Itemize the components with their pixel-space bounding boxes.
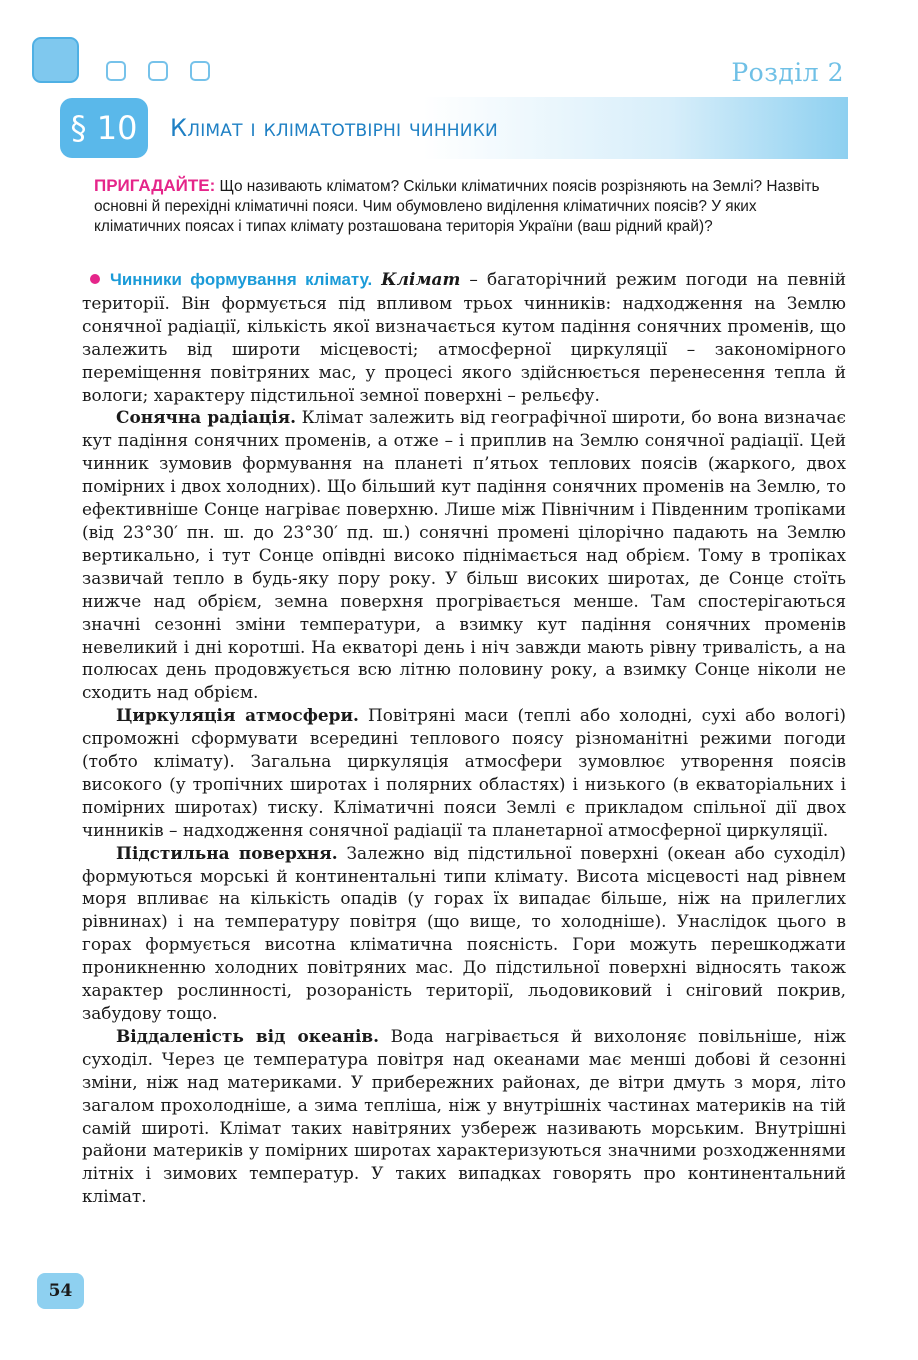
- term-climate: Клімат: [381, 269, 461, 289]
- paragraph-circulation: [82, 704, 846, 841]
- subsection-heading: Чинники формування клімату.: [110, 270, 373, 289]
- paragraph-text: Вода нагрівається й вихолоняє повільніше, ніж суходіл. Через це температура повітря над океанами має менші добові й сезонні зміни, ніж над материками. У прибережних районах, де вітри дмуть з моря, літо загалом прохолодніше, а зима тепліша, ніж у внутрішніх частинах материків на тій самій широті. Клімат таких навітряних узбереж називають морським. Внутрішні райони материків у помірних широтах характеризуються значними розходженнями літніх і зимових температур. У таких випадках говорять про континентальний клімат.: [82, 1025, 846, 1207]
- paragraph-title: Сонячна радіація.: [116, 407, 296, 428]
- recall-block: [94, 176, 846, 237]
- paragraph-text: Повітряні маси (теплі або холодні, сухі або вологі) спроможні сформувати всередині теплового поясу різноманітні режими погоди (тобто клімату). Загальна циркуляція атмосфери зумовлює утворення поясів високого (у тропічних широтах і полярних областях) і низького (в екваторіальних і помірних широтах) тиску. Кліматичні пояси Землі є прикладом спільної дії двох чинників – надходження сонячної радіації та планетарної атмосферної циркуляції.: [82, 705, 846, 840]
- main-text: [82, 268, 846, 1208]
- paragraph-solar-radiation: [82, 406, 846, 704]
- paragraph-text: – багаторічний режим погоди на певній території. Він формується під впливом трьох чинників: надходження на Землю сонячної радіації, кількість якої визначається кутом падіння сонячних променів, що залежить від широти місцевості; атмосферної циркуляції – закономірного переміщення повітряних мас, у процесі якого здійснюється перенесення тепла й вологи; характеру підстильної земної поверхні – рельєфу.: [82, 269, 846, 405]
- section-label: Розділ 2: [731, 58, 844, 87]
- paragraph-ocean-distance: [82, 1025, 846, 1208]
- decor-square-large: [32, 37, 79, 83]
- paragraph-number-badge: § 10: [60, 98, 148, 158]
- decor-square-small-2: [148, 61, 168, 81]
- bullet-icon: [90, 274, 100, 284]
- page-title: Клімат і кліматотвірні чинники: [170, 114, 498, 142]
- decor-square-small-1: [106, 61, 126, 81]
- paragraph-title: Підстильна поверхня.: [116, 842, 338, 863]
- paragraph-factors: [82, 268, 846, 406]
- paragraph-text: Клімат залежить від географічної широти, бо вона визначає кут падіння сонячних променів, а отже – і приплив на Землю сонячної радіації. Цей чинник зумовив формування на планеті п’ятьох теплових поясів (жаркого, двох помірних і двох холодних). Що більший кут падіння сонячних променів на Землю, то ефективніше Сонце нагріває поверхню. Лише між Північним і Південним тропіками (від 23°30′ пн. ш. до 23°30′ пд. ш.) сонячні промені цілорічно падають на Землю вертикально, і тут Сонце опівдні високо піднімається над обрієм. Тому в тропіках зазвичай тепло в будь-яку пору року. У більш високих широтах, де Сонце стоїть нижче над обрієм, земна поверхня прогрівається менше. Там спостерігаються значні сезонні зміни температури, а взимку кут падіння сонячних променів невеликий і дні коротші. На екваторі день і ніч завжди мають рівну тривалість, а на полюсах день продовжується всю літню половину року, а взимку Сонце ніколи не сходить над обрієм.: [82, 407, 846, 703]
- paragraph-text: Залежно від підстильної поверхні (океан або суходіл) формуються морські й континентальні типи клімату. Висота місцевості над рівнем моря впливає на кількість опадів (у горах їх випадає більше, ніж на прилеглих рівнинах) і на температуру повітря (що вище, то холодніше). Унаслідок цього в горах формується висотна кліматична поясність. Гори можуть перешкоджати проникненню холодних повітряних мас. До підстильної поверхні відносять також характер рослинності, розораність території, льодовиковий і сніговий покрив, забудову тощо.: [82, 842, 846, 1023]
- paragraph-title: Віддаленість від океанів.: [116, 1025, 380, 1046]
- paragraph-title: Циркуляція атмосфери.: [116, 705, 359, 726]
- decor-square-small-3: [190, 61, 210, 81]
- recall-text: Що називають кліматом? Скільки кліматичних поясів розрізняють на Землі? Назвіть основні й перехідні кліматичні пояси. Чим обумовлено виділення кліматичних поясів? У яких кліматичних поясах і типах клімату розташована територія України (ваш рідний край)?: [94, 178, 820, 235]
- page-number: 54: [37, 1273, 84, 1309]
- recall-label: ПРИГАДАЙТЕ:: [94, 176, 216, 195]
- paragraph-surface: [82, 842, 846, 1025]
